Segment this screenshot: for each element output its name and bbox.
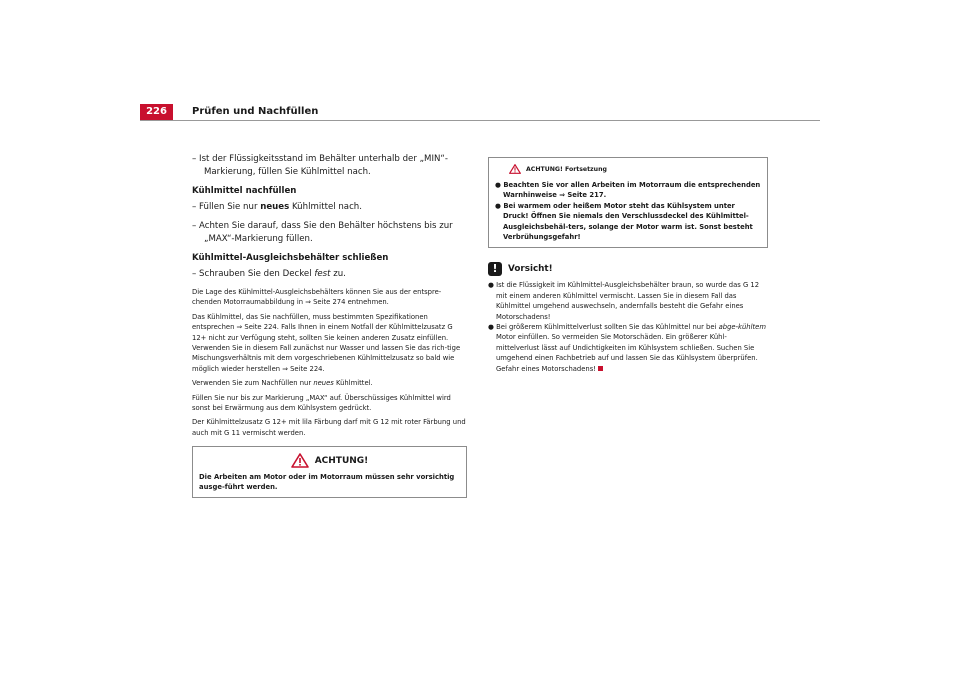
- subhead-refill-coolant: Kühlmittel nachfüllen: [192, 186, 297, 196]
- paragraph-additive-mixing: Der Kühlmittelzusatz G 12+ mit lila Färbung darf mit G 12 mit roter Färbung und auch mit G 11 vermischt werden.: [192, 418, 466, 437]
- warning-continued-box: [488, 157, 768, 248]
- caution-title: Vorsicht!: [508, 264, 553, 275]
- bullet-icon: ●: [495, 201, 504, 210]
- exclamation-icon: !: [488, 262, 502, 276]
- bullet-icon: ●: [488, 281, 497, 290]
- subhead-close-reservoir: Kühlmittel-Ausgleichsbehälter schließen: [192, 253, 389, 263]
- header-rule: [140, 120, 820, 121]
- warning-triangle-icon: [291, 453, 309, 468]
- warning-title: ACHTUNG!: [314, 455, 369, 466]
- warning-box: [192, 446, 467, 498]
- warning-header: [199, 453, 460, 468]
- warning-continued-header: [509, 164, 761, 174]
- caution-bullet: ● Bei größerem Kühlmittelverlust sollten Sie das Kühlmittel nur bei abge-kühltem Motor einfüllen. So vermeiden Sie Motorschäden. Ein größerer Kühl-mittelverlust lässt auf Undichtigkeiten im Kühlsystem schließen. Suchen Sie umgehend einen Fachbetrieb auf und lassen Sie das Kühlsystem überprüfen. Gefahr eines Motorschadens!: [488, 323, 766, 373]
- warning-text: Die Arbeiten am Motor oder im Motorraum müssen sehr vorsichtig ausge-führt werden.: [199, 473, 455, 492]
- warning-continued-title: ACHTUNG! Fortsetzung: [526, 165, 607, 173]
- caution-bullet: ● Ist die Flüssigkeit im Kühlmittel-Ausgleichsbehälter braun, so wurde das G 12 mit einem anderen Kühlmittel vermischt. Lassen Sie in diesem Fall das Kühlmittel umgehend auswechseln, andernfalls besteht die Gefahr eines Motorschadens!: [488, 281, 760, 321]
- bullet-icon: ●: [488, 323, 497, 332]
- page-number: 226: [140, 104, 173, 120]
- paragraph-new-coolant: Verwenden Sie zum Nachfüllen nur neues Kühlmittel.: [192, 379, 373, 388]
- step-only-new-coolant: – Füllen Sie nur neues Kühlmittel nach.: [192, 202, 362, 212]
- step-fill-if-below-min: – Ist der Flüssigkeitsstand im Behälter unterhalb der „MIN“-Markierung, füllen Sie Kühlmittel nach.: [192, 154, 448, 177]
- paragraph-fill-to-max: Füllen Sie nur bis zur Markierung „MAX“ auf. Überschüssiges Kühlmittel wird sonst bei Erwärmung aus dem Kühlsystem gedrückt.: [192, 393, 451, 413]
- page-header: [140, 104, 820, 120]
- right-column: [488, 157, 768, 374]
- paragraph-coolant-spec: Das Kühlmittel, das Sie nachfüllen, muss bestimmten Spezifikationen entsprechen ⇒ Seite 224. Falls Ihnen in einem Notfall der Kühlmittelzusatz G 12+ nicht zur Verfügung steht, sollten Sie keinen anderen Zusatz einfüllen. Verwenden Sie in diesem Fall zunächst nur Wasser und lassen Sie das rich-tige Mischungsverhältnis mit dem vorgeschriebenen Kühlmittelzusatz so bald wie möglich wieder herstellen ⇒ Seite 224.: [192, 312, 461, 373]
- warning-bullet: ● Bei warmem oder heißem Motor steht das Kühlsystem unter Druck! Öffnen Sie niemals den Verschlussdeckel des Kühlmittel-Ausgleichsbehäl-ters, solange der Motor warm ist. Sonst besteht Verbrühungsgefahr!: [495, 201, 753, 242]
- warning-triangle-icon: [509, 164, 521, 174]
- step-screw-cap: – Schrauben Sie den Deckel fest zu.: [192, 269, 346, 279]
- warning-bullet: ● Beachten Sie vor allen Arbeiten im Motorraum die entsprechenden Warnhinweise ⇒ Seite 217.: [495, 181, 761, 200]
- page-title: Prüfen und Nachfüllen: [192, 106, 319, 117]
- caution-header: [488, 262, 768, 276]
- step-max-mark: – Achten Sie darauf, dass Sie den Behälter höchstens bis zur „MAX“-Markierung füllen.: [192, 221, 453, 244]
- bullet-icon: ●: [495, 181, 504, 189]
- paragraph-reservoir-location: Die Lage des Kühlmittel-Ausgleichsbehälters können Sie aus der entspre-chenden Motorraumabbildung in ⇒ Seite 274 entnehmen.: [192, 288, 442, 307]
- left-column: [192, 153, 467, 498]
- section-end-marker: [598, 366, 603, 371]
